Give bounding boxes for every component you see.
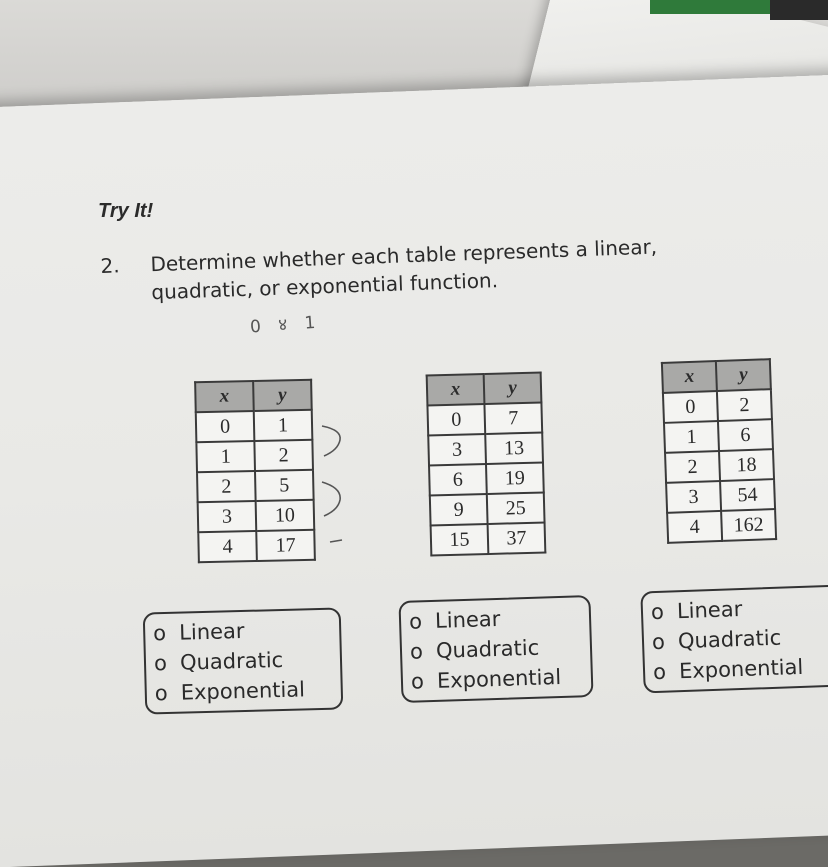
cell-x: 2: [665, 451, 720, 483]
table-row: [667, 509, 776, 543]
table-row: [198, 500, 315, 532]
dark-background-corner: [770, 0, 828, 20]
table-row: [430, 492, 545, 525]
cell-x: 0: [663, 391, 718, 423]
option-label: Linear: [434, 606, 501, 633]
choice-box-2: [398, 595, 593, 703]
cell-y: 1: [254, 410, 313, 441]
table-row: [666, 479, 775, 513]
cell-y: 37: [488, 522, 546, 553]
radio-bullet[interactable]: o: [152, 621, 167, 646]
handwritten-brackets: [316, 418, 366, 558]
table-1: [194, 379, 316, 563]
header-y: y: [484, 373, 542, 404]
table-row: [196, 440, 313, 472]
cell-y: 162: [721, 509, 776, 541]
cell-x: 3: [666, 481, 721, 513]
table-header-row: [662, 359, 771, 393]
table-row: [196, 410, 313, 442]
cell-x: 9: [430, 494, 488, 525]
cell-y: 6: [718, 419, 773, 451]
option-label: Linear: [676, 596, 743, 624]
radio-bullet[interactable]: o: [153, 650, 168, 676]
header-y: y: [716, 359, 771, 391]
option-exponential[interactable]: [653, 651, 828, 687]
cell-y: 25: [487, 492, 545, 523]
option-label: Quadratic: [435, 635, 540, 663]
radio-bullet[interactable]: o: [408, 609, 423, 634]
radio-bullet[interactable]: o: [154, 680, 168, 706]
cell-x: 2: [197, 471, 256, 502]
option-exponential[interactable]: [411, 661, 584, 696]
cell-x: 4: [667, 511, 722, 543]
cell-y: 19: [486, 463, 544, 494]
radio-bullet[interactable]: o: [650, 599, 665, 625]
cell-x: 3: [198, 501, 257, 532]
radio-bullet[interactable]: o: [652, 659, 667, 685]
option-label: Linear: [178, 618, 245, 645]
table-row: [663, 389, 772, 423]
table-row: [197, 470, 314, 502]
cell-x: 1: [664, 421, 719, 453]
cell-x: 4: [198, 531, 257, 562]
option-linear[interactable]: [153, 614, 332, 649]
cell-y: 7: [484, 403, 542, 434]
option-label: Exponential: [180, 677, 306, 705]
table-row: [198, 530, 315, 562]
choice-box-1: [143, 607, 344, 714]
header-x: x: [662, 361, 717, 393]
cell-y: 13: [485, 433, 543, 464]
radio-bullet[interactable]: o: [651, 629, 666, 655]
dash-mark: [330, 540, 342, 542]
handwritten-note: 0 ४ 1: [249, 312, 322, 338]
table-row: [429, 463, 544, 496]
option-label: Quadratic: [179, 647, 284, 675]
table-row: [427, 403, 542, 436]
cell-y: 10: [256, 500, 315, 531]
table-row: [428, 433, 543, 466]
radio-bullet[interactable]: o: [409, 639, 424, 664]
table-header-row: [427, 373, 542, 406]
option-label: Exponential: [678, 654, 804, 684]
radio-bullet[interactable]: o: [410, 669, 425, 694]
option-quadratic[interactable]: [154, 644, 333, 679]
header-y: y: [253, 380, 312, 411]
cell-x: 0: [427, 404, 485, 435]
option-exponential[interactable]: [154, 674, 333, 709]
cell-x: 15: [431, 524, 489, 555]
table-row: [431, 522, 546, 555]
table-header-row: [195, 380, 312, 412]
cell-y: 18: [719, 449, 774, 481]
green-object: [650, 0, 770, 14]
table-row: [665, 449, 774, 483]
bracket-mark-1: [322, 426, 340, 456]
table-row: [664, 419, 773, 453]
bracket-mark-2: [322, 482, 340, 516]
choice-box-3: [640, 585, 828, 694]
option-label: Quadratic: [677, 625, 782, 654]
problem-text: Determine whether each table represents a linear, quadratic, or exponential function.: [150, 234, 658, 305]
section-heading: Try It!: [98, 200, 154, 222]
header-x: x: [195, 381, 254, 412]
cell-y: 2: [717, 389, 772, 421]
table-2: [426, 372, 547, 557]
cell-x: 1: [196, 441, 255, 472]
problem-number: 2.: [100, 253, 120, 278]
cell-x: 0: [196, 411, 255, 442]
cell-x: 3: [428, 434, 486, 465]
header-x: x: [427, 374, 485, 405]
cell-y: 54: [720, 479, 775, 511]
cell-y: 17: [256, 530, 315, 561]
option-label: Exponential: [436, 664, 562, 693]
table-3: [661, 358, 777, 544]
cell-y: 5: [255, 470, 314, 501]
cell-y: 2: [254, 440, 313, 471]
cell-x: 6: [429, 464, 487, 495]
